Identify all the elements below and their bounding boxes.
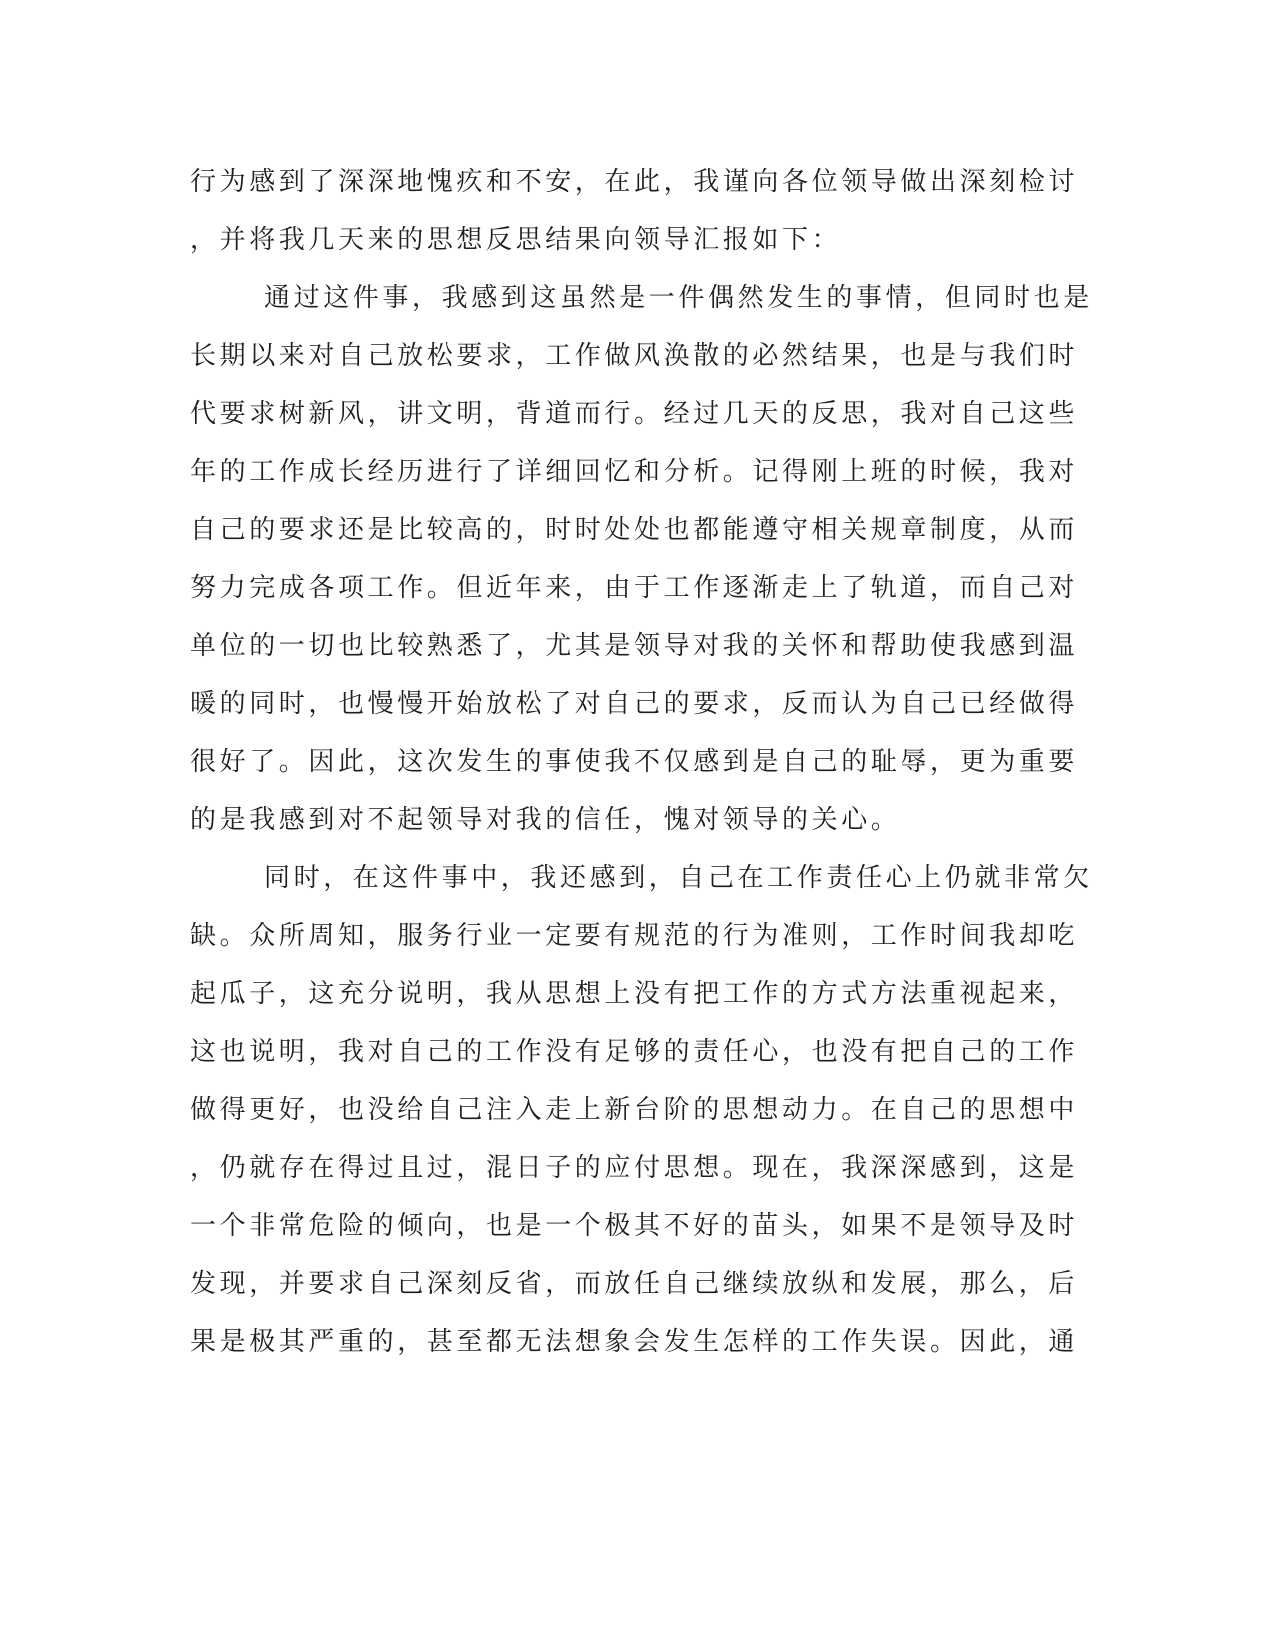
text-line: 长期以来对自己放松要求，工作做风涣散的必然结果，也是与我们时 [190,341,1079,371]
text-line: 的是我感到对不起领导对我的信任，愧对领导的关心。 [190,805,901,835]
text-line: 做得更好，也没给自己注入走上新台阶的思想动力。在自己的思想中 [190,1095,1079,1125]
paragraph-first-line: 同时，在这件事中，我还感到，自己在工作责任心上仍就非常欠 [264,863,1093,893]
text-line: 行为感到了深深地愧疚和不安，在此，我谨向各位领导做出深刻检讨 [190,167,1079,197]
text-line: ，并将我几天来的思想反思结果向领导汇报如下： [190,225,842,255]
text-line: 一个非常危险的倾向，也是一个极其不好的苗头，如果不是领导及时 [190,1211,1079,1241]
text-line: 努力完成各项工作。但近年来，由于工作逐渐走上了轨道，而自己对 [190,573,1079,603]
text-line: 起瓜子，这充分说明，我从思想上没有把工作的方式方法重视起来， [190,979,1079,1009]
text-line: 果是极其严重的，甚至都无法想象会发生怎样的工作失误。因此，通 [190,1327,1079,1357]
paragraph-first-line: 通过这件事，我感到这虽然是一件偶然发生的事情，但同时也是 [264,283,1093,313]
text-line: 自己的要求还是比较高的，时时处处也都能遵守相关规章制度，从而 [190,515,1079,545]
text-line: ，仍就存在得过且过，混日子的应付思想。现在，我深深感到，这是 [190,1153,1079,1183]
text-line: 这也说明，我对自己的工作没有足够的责任心，也没有把自己的工作 [190,1037,1079,1067]
text-line: 单位的一切也比较熟悉了，尤其是领导对我的关怀和帮助使我感到温 [190,631,1079,661]
text-line: 很好了。因此，这次发生的事使我不仅感到是自己的耻辱，更为重要 [190,747,1079,777]
text-line: 年的工作成长经历进行了详细回忆和分析。记得刚上班的时候，我对 [190,457,1079,487]
text-line: 发现，并要求自己深刻反省，而放任自己继续放纵和发展，那么，后 [190,1269,1079,1299]
text-line: 暖的同时，也慢慢开始放松了对自己的要求，反而认为自己已经做得 [190,689,1079,719]
text-line: 缺。众所周知，服务行业一定要有规范的行为准则，工作时间我却吃 [190,921,1079,951]
text-line: 代要求树新风，讲文明，背道而行。经过几天的反思，我对自己这些 [190,399,1079,429]
